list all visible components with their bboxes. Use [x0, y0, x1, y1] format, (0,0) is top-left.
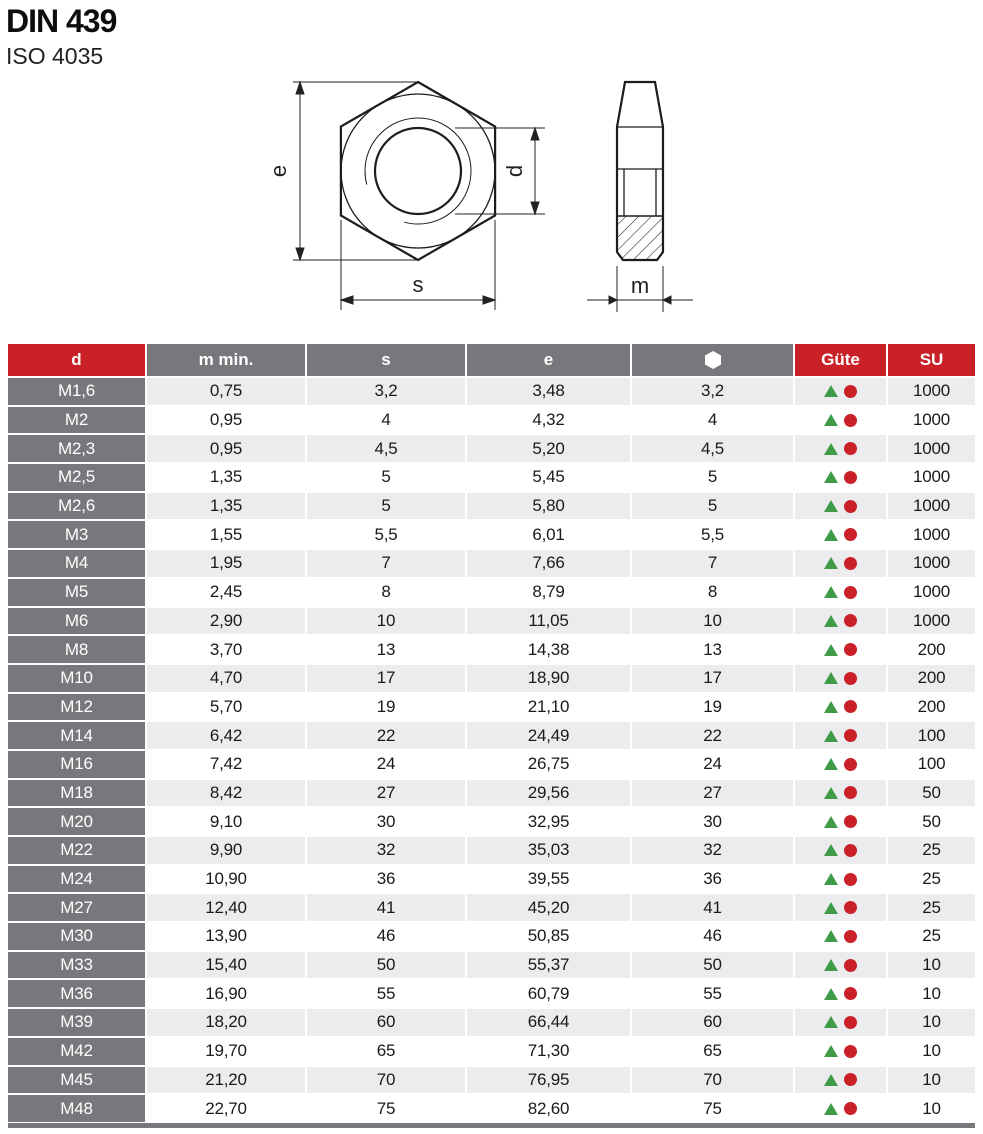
- quality-cell: [795, 378, 886, 405]
- cell-e: 5,45: [467, 464, 630, 491]
- quality-circle-icon: [844, 1045, 857, 1058]
- dim-label-m: m: [630, 273, 650, 298]
- quality-triangle-up-icon: [824, 672, 838, 684]
- cell-s: 5: [307, 493, 465, 520]
- quality-triangle-up-icon: [824, 644, 838, 656]
- quality-triangle-up-icon: [824, 701, 838, 713]
- quality-cell: [795, 1038, 886, 1065]
- quality-circle-icon: [844, 786, 857, 799]
- col-header-su: SU: [888, 344, 975, 376]
- cell-s: 50: [307, 952, 465, 979]
- cell-su: 1000: [888, 579, 975, 606]
- cell-su: 10: [888, 952, 975, 979]
- row-size-label: M30: [8, 923, 145, 950]
- row-size-label: M36: [8, 980, 145, 1007]
- cell-hex: 60: [632, 1009, 793, 1036]
- cell-hex: 65: [632, 1038, 793, 1065]
- page-title: DIN 439: [6, 3, 117, 39]
- cell-m_min: 9,10: [147, 808, 305, 835]
- cell-s: 3,2: [307, 378, 465, 405]
- quality-circle-icon: [844, 528, 857, 541]
- row-size-label: M16: [8, 751, 145, 778]
- cell-su: 100: [888, 722, 975, 749]
- technical-drawing: [250, 70, 710, 320]
- quality-cell: [795, 407, 886, 434]
- cell-m_min: 1,35: [147, 493, 305, 520]
- quality-triangle-up-icon: [824, 787, 838, 799]
- cell-su: 1000: [888, 550, 975, 577]
- cell-s: 24: [307, 751, 465, 778]
- cell-e: 71,30: [467, 1038, 630, 1065]
- quality-circle-icon: [844, 758, 857, 771]
- quality-triangle-up-icon: [824, 500, 838, 512]
- cell-s: 5,5: [307, 521, 465, 548]
- cell-su: 10: [888, 1095, 975, 1122]
- quality-cell: [795, 694, 886, 721]
- quality-cell: [795, 894, 886, 921]
- quality-circle-icon: [844, 959, 857, 972]
- row-size-label: M27: [8, 894, 145, 921]
- cell-m_min: 0,95: [147, 407, 305, 434]
- dim-label-d: d: [502, 164, 527, 178]
- quality-circle-icon: [844, 873, 857, 886]
- cell-s: 46: [307, 923, 465, 950]
- cell-hex: 70: [632, 1067, 793, 1094]
- cell-e: 21,10: [467, 694, 630, 721]
- cell-e: 45,20: [467, 894, 630, 921]
- cell-e: 24,49: [467, 722, 630, 749]
- quality-triangle-up-icon: [824, 816, 838, 828]
- row-size-label: M2,5: [8, 464, 145, 491]
- quality-triangle-up-icon: [824, 586, 838, 598]
- cell-m_min: 0,95: [147, 435, 305, 462]
- cell-su: 1000: [888, 608, 975, 635]
- row-size-label: M5: [8, 579, 145, 606]
- cell-hex: 19: [632, 694, 793, 721]
- cell-m_min: 5,70: [147, 694, 305, 721]
- row-size-label: M22: [8, 837, 145, 864]
- quality-triangle-up-icon: [824, 471, 838, 483]
- cell-e: 5,20: [467, 435, 630, 462]
- cell-m_min: 10,90: [147, 866, 305, 893]
- row-size-label: M24: [8, 866, 145, 893]
- cell-s: 55: [307, 980, 465, 1007]
- dim-label-e: e: [266, 164, 291, 178]
- cell-m_min: 1,35: [147, 464, 305, 491]
- cell-s: 8: [307, 579, 465, 606]
- cell-su: 25: [888, 866, 975, 893]
- row-size-label: M2,3: [8, 435, 145, 462]
- cell-m_min: 22,70: [147, 1095, 305, 1122]
- cell-m_min: 15,40: [147, 952, 305, 979]
- cell-e: 76,95: [467, 1067, 630, 1094]
- quality-circle-icon: [844, 815, 857, 828]
- cell-hex: 17: [632, 665, 793, 692]
- cell-s: 4,5: [307, 435, 465, 462]
- quality-cell: [795, 1067, 886, 1094]
- cell-e: 29,56: [467, 780, 630, 807]
- quality-cell: [795, 550, 886, 577]
- cell-hex: 5,5: [632, 521, 793, 548]
- quality-cell: [795, 808, 886, 835]
- quality-triangle-up-icon: [824, 529, 838, 541]
- cell-e: 18,90: [467, 665, 630, 692]
- cell-e: 50,85: [467, 923, 630, 950]
- cell-su: 1000: [888, 493, 975, 520]
- cell-m_min: 2,90: [147, 608, 305, 635]
- cell-su: 50: [888, 780, 975, 807]
- cell-hex: 36: [632, 866, 793, 893]
- cell-e: 5,80: [467, 493, 630, 520]
- quality-triangle-up-icon: [824, 758, 838, 770]
- cell-hex: 32: [632, 837, 793, 864]
- quality-circle-icon: [844, 930, 857, 943]
- row-size-label: M14: [8, 722, 145, 749]
- cell-m_min: 18,20: [147, 1009, 305, 1036]
- quality-triangle-up-icon: [824, 443, 838, 455]
- row-size-label: M18: [8, 780, 145, 807]
- title-block: [6, 4, 116, 71]
- quality-cell: [795, 521, 886, 548]
- cell-m_min: 7,42: [147, 751, 305, 778]
- cell-hex: 46: [632, 923, 793, 950]
- cell-m_min: 8,42: [147, 780, 305, 807]
- page-subtitle: ISO 4035: [6, 43, 104, 70]
- quality-cell: [795, 952, 886, 979]
- cell-hex: 10: [632, 608, 793, 635]
- quality-cell: [795, 435, 886, 462]
- quality-circle-icon: [844, 672, 857, 685]
- quality-circle-icon: [844, 471, 857, 484]
- quality-triangle-up-icon: [824, 385, 838, 397]
- quality-cell: [795, 1009, 886, 1036]
- cell-e: 4,32: [467, 407, 630, 434]
- cell-s: 41: [307, 894, 465, 921]
- quality-circle-icon: [844, 1073, 857, 1086]
- cell-s: 17: [307, 665, 465, 692]
- hexagon-icon: [705, 351, 721, 369]
- col-header-d: d: [8, 344, 145, 376]
- cell-e: 55,37: [467, 952, 630, 979]
- cell-hex: 5: [632, 493, 793, 520]
- row-size-label: M2,6: [8, 493, 145, 520]
- cell-m_min: 1,55: [147, 521, 305, 548]
- col-header-m-min: m min.: [147, 344, 305, 376]
- quality-circle-icon: [844, 500, 857, 513]
- quality-cell: [795, 780, 886, 807]
- cell-s: 13: [307, 636, 465, 663]
- quality-triangle-up-icon: [824, 1045, 838, 1057]
- quality-cell: [795, 608, 886, 635]
- cell-s: 4: [307, 407, 465, 434]
- cell-su: 10: [888, 1009, 975, 1036]
- quality-cell: [795, 636, 886, 663]
- cell-s: 10: [307, 608, 465, 635]
- nut-side-view: [617, 82, 663, 260]
- spec-table: [8, 344, 975, 1122]
- cell-su: 200: [888, 694, 975, 721]
- cell-su: 25: [888, 837, 975, 864]
- cell-hex: 50: [632, 952, 793, 979]
- cell-e: 6,01: [467, 521, 630, 548]
- cell-m_min: 0,75: [147, 378, 305, 405]
- cell-e: 8,79: [467, 579, 630, 606]
- cell-hex: 24: [632, 751, 793, 778]
- row-size-label: M12: [8, 694, 145, 721]
- quality-cell: [795, 464, 886, 491]
- quality-cell: [795, 493, 886, 520]
- cell-m_min: 3,70: [147, 636, 305, 663]
- quality-triangle-up-icon: [824, 1103, 838, 1115]
- cell-m_min: 9,90: [147, 837, 305, 864]
- cell-hex: 7: [632, 550, 793, 577]
- quality-circle-icon: [844, 385, 857, 398]
- quality-circle-icon: [844, 700, 857, 713]
- row-size-label: M20: [8, 808, 145, 835]
- cell-hex: 30: [632, 808, 793, 835]
- quality-cell: [795, 751, 886, 778]
- cell-s: 5: [307, 464, 465, 491]
- cell-e: 35,03: [467, 837, 630, 864]
- cell-hex: 55: [632, 980, 793, 1007]
- row-size-label: M4: [8, 550, 145, 577]
- cell-hex: 3,2: [632, 378, 793, 405]
- quality-triangle-up-icon: [824, 730, 838, 742]
- cell-hex: 4: [632, 407, 793, 434]
- quality-cell: [795, 722, 886, 749]
- cell-s: 60: [307, 1009, 465, 1036]
- quality-triangle-up-icon: [824, 873, 838, 885]
- cell-hex: 4,5: [632, 435, 793, 462]
- quality-circle-icon: [844, 643, 857, 656]
- row-size-label: M6: [8, 608, 145, 635]
- cell-s: 65: [307, 1038, 465, 1065]
- cell-hex: 22: [632, 722, 793, 749]
- cell-e: 60,79: [467, 980, 630, 1007]
- quality-cell: [795, 837, 886, 864]
- cell-s: 36: [307, 866, 465, 893]
- section-hatch: [617, 216, 663, 260]
- quality-cell: [795, 1095, 886, 1122]
- quality-triangle-up-icon: [824, 930, 838, 942]
- cell-m_min: 19,70: [147, 1038, 305, 1065]
- cell-s: 32: [307, 837, 465, 864]
- nut-front-view: [341, 82, 495, 260]
- cell-s: 70: [307, 1067, 465, 1094]
- quality-cell: [795, 980, 886, 1007]
- quality-circle-icon: [844, 586, 857, 599]
- quality-cell: [795, 665, 886, 692]
- cell-su: 1000: [888, 464, 975, 491]
- row-size-label: M45: [8, 1067, 145, 1094]
- quality-cell: [795, 579, 886, 606]
- cell-hex: 8: [632, 579, 793, 606]
- dim-label-s: s: [412, 272, 424, 297]
- row-size-label: M10: [8, 665, 145, 692]
- col-header-e: e: [467, 344, 630, 376]
- cell-su: 100: [888, 751, 975, 778]
- cell-hex: 13: [632, 636, 793, 663]
- quality-circle-icon: [844, 442, 857, 455]
- row-size-label: M33: [8, 952, 145, 979]
- quality-cell: [795, 923, 886, 950]
- quality-triangle-up-icon: [824, 414, 838, 426]
- row-size-label: M8: [8, 636, 145, 663]
- cell-su: 50: [888, 808, 975, 835]
- quality-circle-icon: [844, 1016, 857, 1029]
- cell-e: 32,95: [467, 808, 630, 835]
- cell-e: 3,48: [467, 378, 630, 405]
- cell-e: 26,75: [467, 751, 630, 778]
- quality-circle-icon: [844, 844, 857, 857]
- cell-su: 25: [888, 923, 975, 950]
- col-header-hex: [632, 344, 793, 376]
- row-size-label: M42: [8, 1038, 145, 1065]
- cell-s: 27: [307, 780, 465, 807]
- row-size-label: M1,6: [8, 378, 145, 405]
- cell-su: 10: [888, 1067, 975, 1094]
- cell-s: 75: [307, 1095, 465, 1122]
- cell-su: 25: [888, 894, 975, 921]
- cell-hex: 41: [632, 894, 793, 921]
- quality-triangle-up-icon: [824, 959, 838, 971]
- quality-triangle-up-icon: [824, 615, 838, 627]
- cell-e: 11,05: [467, 608, 630, 635]
- row-size-label: M3: [8, 521, 145, 548]
- quality-triangle-up-icon: [824, 902, 838, 914]
- cell-hex: 27: [632, 780, 793, 807]
- cell-s: 7: [307, 550, 465, 577]
- quality-circle-icon: [844, 901, 857, 914]
- cell-m_min: 1,95: [147, 550, 305, 577]
- cell-su: 10: [888, 1038, 975, 1065]
- quality-triangle-up-icon: [824, 988, 838, 1000]
- cell-m_min: 2,45: [147, 579, 305, 606]
- cell-su: 200: [888, 665, 975, 692]
- row-size-label: M39: [8, 1009, 145, 1036]
- quality-triangle-up-icon: [824, 844, 838, 856]
- cell-su: 1000: [888, 521, 975, 548]
- quality-circle-icon: [844, 1102, 857, 1115]
- cell-m_min: 13,90: [147, 923, 305, 950]
- table-bottom-bar: [8, 1123, 975, 1128]
- cell-e: 7,66: [467, 550, 630, 577]
- cell-s: 19: [307, 694, 465, 721]
- quality-circle-icon: [844, 614, 857, 627]
- col-header-s: s: [307, 344, 465, 376]
- cell-e: 39,55: [467, 866, 630, 893]
- quality-circle-icon: [844, 414, 857, 427]
- quality-circle-icon: [844, 557, 857, 570]
- cell-su: 1000: [888, 435, 975, 462]
- cell-s: 22: [307, 722, 465, 749]
- cell-m_min: 12,40: [147, 894, 305, 921]
- dimension-d: [455, 128, 545, 214]
- cell-su: 10: [888, 980, 975, 1007]
- quality-cell: [795, 866, 886, 893]
- dimension-e: [293, 82, 418, 260]
- cell-hex: 5: [632, 464, 793, 491]
- quality-circle-icon: [844, 987, 857, 1000]
- quality-triangle-up-icon: [824, 557, 838, 569]
- cell-su: 200: [888, 636, 975, 663]
- cell-s: 30: [307, 808, 465, 835]
- col-header-guete: Güte: [795, 344, 886, 376]
- cell-hex: 75: [632, 1095, 793, 1122]
- row-size-label: M48: [8, 1095, 145, 1122]
- quality-circle-icon: [844, 729, 857, 742]
- quality-triangle-up-icon: [824, 1016, 838, 1028]
- cell-e: 82,60: [467, 1095, 630, 1122]
- cell-e: 66,44: [467, 1009, 630, 1036]
- cell-m_min: 16,90: [147, 980, 305, 1007]
- cell-m_min: 6,42: [147, 722, 305, 749]
- cell-m_min: 4,70: [147, 665, 305, 692]
- quality-triangle-up-icon: [824, 1074, 838, 1086]
- cell-su: 1000: [888, 407, 975, 434]
- cell-m_min: 21,20: [147, 1067, 305, 1094]
- cell-su: 1000: [888, 378, 975, 405]
- cell-e: 14,38: [467, 636, 630, 663]
- row-size-label: M2: [8, 407, 145, 434]
